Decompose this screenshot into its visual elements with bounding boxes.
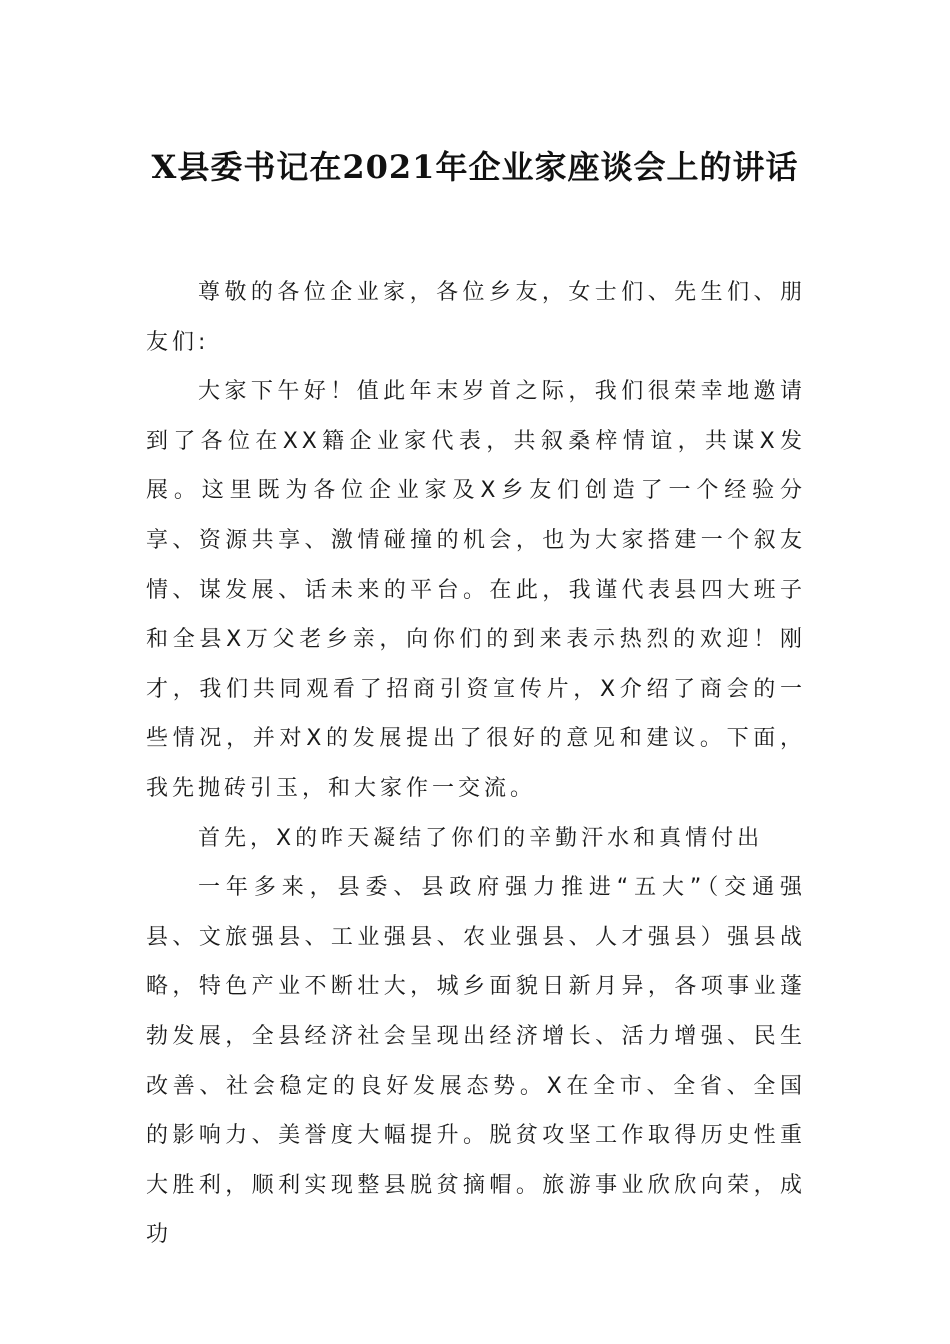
paragraph-greeting: 大家下午好！值此年末岁首之际，我们很荣幸地邀请到了各位在XX籍企业家代表，共叙桑梓情谊，共谋X发展。这里既为各位企业家及X乡友们创造了一个经验分享、资源共享、激情碰撞的机会，也为大家搭建一个叙友情、谋发展、话未来的平台。在此，我谨代表县四大班子和全县X万父老乡亲，向你们的到来表示热烈的欢迎！刚才，我们共同观看了招商引资宣传片，X介绍了商会的一些情况，并对X的发展提出了很好的意见和建议。下面，我先抛砖引玉，和大家作一交流。 <box>146 379 806 801</box>
document-title: X县委书记在2021年企业家座谈会上的讲话 <box>151 148 799 186</box>
paragraph-achievements: 一年多来，县委、县政府强力推进“五大”（交通强县、文旅强县、工业强县、农业强县、人才强县）强县战略，特色产业不断壮大，城乡面貌日新月异，各项事业蓬勃发展，全县经济社会呈现出经济增长、活力增强、民生改善、社会稳定的良好发展态势。X在全市、全省、全国的影响力、美誉度大幅提升。脱贫攻坚工作取得历史性重大胜利，顺利实现整县脱贫摘帽。旅游事业欣欣向荣，成功 <box>146 875 806 1248</box>
paragraph-salutation: 尊敬的各位企业家，各位乡友，女士们、先生们、朋友们: <box>146 280 806 355</box>
document-body <box>146 268 806 1260</box>
paragraph-section-heading: 首先，X的昨天凝结了你们的辛勤汗水和真情付出 <box>198 825 764 851</box>
